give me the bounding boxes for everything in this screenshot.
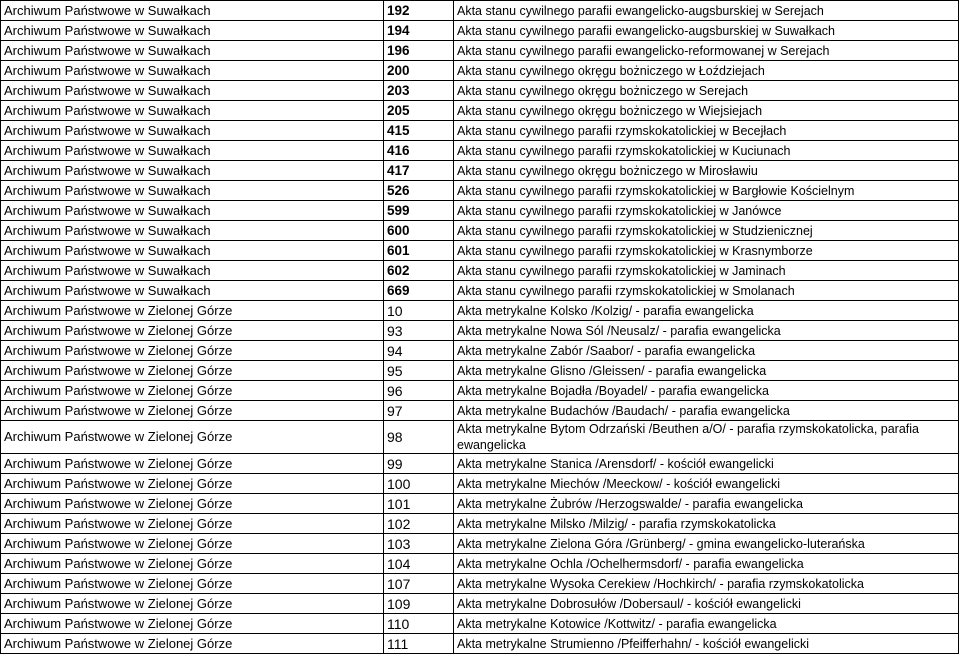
table-row <box>1 281 959 301</box>
fond-number-cell: 196 <box>384 41 454 61</box>
fond-description-cell: Akta metrykalne Nowa Sól /Neusalz/ - parafia ewangelicka <box>454 321 959 341</box>
archive-name-cell: Archiwum Państwowe w Zielonej Górze <box>1 421 384 454</box>
fond-number-cell: 94 <box>384 341 454 361</box>
archive-name-cell: Archiwum Państwowe w Zielonej Górze <box>1 401 384 421</box>
fond-number-cell: 96 <box>384 381 454 401</box>
archive-name-cell: Archiwum Państwowe w Suwałkach <box>1 221 384 241</box>
fond-description-cell: Akta metrykalne Milsko /Milzig/ - parafia rzymskokatolicka <box>454 514 959 534</box>
table-row <box>1 634 959 654</box>
fond-description-cell: Akta stanu cywilnego parafii rzymskokatolickiej w Becejłach <box>454 121 959 141</box>
fond-description-cell: Akta metrykalne Glisno /Gleissen/ - parafia ewangelicka <box>454 361 959 381</box>
table-row <box>1 361 959 381</box>
archive-name-cell: Archiwum Państwowe w Suwałkach <box>1 201 384 221</box>
fond-description-cell: Akta metrykalne Stanica /Arensdorf/ - kościół ewangelicki <box>454 454 959 474</box>
fond-number-cell: 111 <box>384 634 454 654</box>
fond-number-cell: 101 <box>384 494 454 514</box>
archive-name-cell: Archiwum Państwowe w Zielonej Górze <box>1 614 384 634</box>
fond-description-cell: Akta stanu cywilnego parafii ewangelicko-augsburskiej w Serejach <box>454 1 959 21</box>
fond-number-cell: 107 <box>384 574 454 594</box>
fond-number-cell: 98 <box>384 421 454 454</box>
fond-description-cell: Akta metrykalne Budachów /Baudach/ - parafia ewangelicka <box>454 401 959 421</box>
archive-name-cell: Archiwum Państwowe w Suwałkach <box>1 101 384 121</box>
fond-description-cell: Akta metrykalne Strumienno /Pfeifferhahn/ - kościół ewangelicki <box>454 634 959 654</box>
archive-name-cell: Archiwum Państwowe w Suwałkach <box>1 41 384 61</box>
archive-name-cell: Archiwum Państwowe w Zielonej Górze <box>1 554 384 574</box>
archive-name-cell: Archiwum Państwowe w Zielonej Górze <box>1 321 384 341</box>
table-row <box>1 121 959 141</box>
table-row <box>1 1 959 21</box>
fond-description-cell: Akta metrykalne Bojadła /Boyadel/ - parafia ewangelicka <box>454 381 959 401</box>
fond-description-cell: Akta stanu cywilnego parafii rzymskokatolickiej w Smolanach <box>454 281 959 301</box>
table-row <box>1 141 959 161</box>
table-row <box>1 21 959 41</box>
fond-number-cell: 203 <box>384 81 454 101</box>
table-row <box>1 181 959 201</box>
fond-description-cell: Akta stanu cywilnego parafii ewangelicko-reformowanej w Serejach <box>454 41 959 61</box>
table-row <box>1 261 959 281</box>
table-row <box>1 61 959 81</box>
fond-number-cell: 10 <box>384 301 454 321</box>
table-row <box>1 161 959 181</box>
archive-name-cell: Archiwum Państwowe w Suwałkach <box>1 241 384 261</box>
archive-name-cell: Archiwum Państwowe w Suwałkach <box>1 261 384 281</box>
fond-description-cell: Akta stanu cywilnego parafii rzymskokatolickiej w Janówce <box>454 201 959 221</box>
fond-number-cell: 103 <box>384 534 454 554</box>
fond-description-cell: Akta stanu cywilnego parafii rzymskokatolickiej w Studzienicznej <box>454 221 959 241</box>
fond-description-cell: Akta metrykalne Miechów /Meeckow/ - kościół ewangelicki <box>454 474 959 494</box>
fond-description-cell: Akta stanu cywilnego parafii rzymskokatolickiej w Kuciunach <box>454 141 959 161</box>
table-row <box>1 241 959 261</box>
fond-number-cell: 109 <box>384 594 454 614</box>
archive-name-cell: Archiwum Państwowe w Suwałkach <box>1 181 384 201</box>
archive-name-cell: Archiwum Państwowe w Zielonej Górze <box>1 514 384 534</box>
table-row <box>1 534 959 554</box>
fond-number-cell: 97 <box>384 401 454 421</box>
table-row <box>1 101 959 121</box>
archive-name-cell: Archiwum Państwowe w Suwałkach <box>1 141 384 161</box>
fond-description-cell: Akta stanu cywilnego parafii rzymskokatolickiej w Bargłowie Kościelnym <box>454 181 959 201</box>
archive-name-cell: Archiwum Państwowe w Suwałkach <box>1 281 384 301</box>
fond-number-cell: 416 <box>384 141 454 161</box>
table-row <box>1 554 959 574</box>
fond-description-cell: Akta stanu cywilnego parafii rzymskokatolickiej w Krasnymborze <box>454 241 959 261</box>
fond-number-cell: 99 <box>384 454 454 474</box>
archive-name-cell: Archiwum Państwowe w Suwałkach <box>1 121 384 141</box>
archive-name-cell: Archiwum Państwowe w Zielonej Górze <box>1 381 384 401</box>
fond-description-cell: Akta metrykalne Ochla /Ochelhermsdorf/ - parafia ewangelicka <box>454 554 959 574</box>
archive-name-cell: Archiwum Państwowe w Suwałkach <box>1 1 384 21</box>
table-row <box>1 421 959 454</box>
fond-number-cell: 192 <box>384 1 454 21</box>
fond-description-cell: Akta stanu cywilnego okręgu bożniczego w Łoździejach <box>454 61 959 81</box>
archive-name-cell: Archiwum Państwowe w Zielonej Górze <box>1 361 384 381</box>
fond-description-cell: Akta stanu cywilnego okręgu bożniczego w Serejach <box>454 81 959 101</box>
fond-number-cell: 601 <box>384 241 454 261</box>
archive-name-cell: Archiwum Państwowe w Zielonej Górze <box>1 301 384 321</box>
fond-description-cell: Akta metrykalne Zielona Góra /Grünberg/ - gmina ewangelicko-luterańska <box>454 534 959 554</box>
table-row <box>1 574 959 594</box>
fond-number-cell: 526 <box>384 181 454 201</box>
table-body <box>1 1 959 654</box>
fond-description-cell: Akta metrykalne Bytom Odrzański /Beuthen a/O/ - parafia rzymskokatolicka, parafia ewangelicka <box>454 421 959 454</box>
archive-name-cell: Archiwum Państwowe w Zielonej Górze <box>1 594 384 614</box>
table-row <box>1 201 959 221</box>
fond-number-cell: 104 <box>384 554 454 574</box>
fond-number-cell: 600 <box>384 221 454 241</box>
fond-number-cell: 602 <box>384 261 454 281</box>
fond-number-cell: 205 <box>384 101 454 121</box>
archive-name-cell: Archiwum Państwowe w Suwałkach <box>1 81 384 101</box>
fond-description-cell: Akta metrykalne Kotowice /Kottwitz/ - parafia ewangelicka <box>454 614 959 634</box>
fond-number-cell: 194 <box>384 21 454 41</box>
archive-name-cell: Archiwum Państwowe w Zielonej Górze <box>1 574 384 594</box>
fond-number-cell: 200 <box>384 61 454 81</box>
table-row <box>1 401 959 421</box>
table-row <box>1 81 959 101</box>
archive-name-cell: Archiwum Państwowe w Suwałkach <box>1 21 384 41</box>
table-row <box>1 474 959 494</box>
archive-name-cell: Archiwum Państwowe w Zielonej Górze <box>1 534 384 554</box>
fond-description-cell: Akta stanu cywilnego okręgu bożniczego w Mirosławiu <box>454 161 959 181</box>
fond-number-cell: 95 <box>384 361 454 381</box>
fond-description-cell: Akta stanu cywilnego parafii rzymskokatolickiej w Jaminach <box>454 261 959 281</box>
fond-number-cell: 417 <box>384 161 454 181</box>
fond-number-cell: 110 <box>384 614 454 634</box>
fond-description-cell: Akta metrykalne Zabór /Saabor/ - parafia ewangelicka <box>454 341 959 361</box>
fond-number-cell: 102 <box>384 514 454 534</box>
archive-name-cell: Archiwum Państwowe w Suwałkach <box>1 161 384 181</box>
archive-name-cell: Archiwum Państwowe w Zielonej Górze <box>1 494 384 514</box>
table-row <box>1 321 959 341</box>
fond-number-cell: 93 <box>384 321 454 341</box>
table-row <box>1 454 959 474</box>
table-row <box>1 381 959 401</box>
table-row <box>1 614 959 634</box>
fond-number-cell: 599 <box>384 201 454 221</box>
table-row <box>1 41 959 61</box>
fond-number-cell: 100 <box>384 474 454 494</box>
fond-description-cell: Akta metrykalne Kolsko /Kolzig/ - parafia ewangelicka <box>454 301 959 321</box>
table-row <box>1 301 959 321</box>
fond-number-cell: 415 <box>384 121 454 141</box>
archive-name-cell: Archiwum Państwowe w Zielonej Górze <box>1 341 384 361</box>
archive-name-cell: Archiwum Państwowe w Suwałkach <box>1 61 384 81</box>
table-row <box>1 494 959 514</box>
table-row <box>1 341 959 361</box>
archive-name-cell: Archiwum Państwowe w Zielonej Górze <box>1 454 384 474</box>
fond-description-cell: Akta metrykalne Dobrosułów /Dobersaul/ - kościół ewangelicki <box>454 594 959 614</box>
archive-name-cell: Archiwum Państwowe w Zielonej Górze <box>1 634 384 654</box>
table-row <box>1 514 959 534</box>
fond-description-cell: Akta stanu cywilnego parafii ewangelicko-augsburskiej w Suwałkach <box>454 21 959 41</box>
table-row <box>1 221 959 241</box>
archive-name-cell: Archiwum Państwowe w Zielonej Górze <box>1 474 384 494</box>
fond-description-cell: Akta metrykalne Żubrów /Herzogswalde/ - parafia ewangelicka <box>454 494 959 514</box>
fond-description-cell: Akta stanu cywilnego okręgu bożniczego w Wiejsiejach <box>454 101 959 121</box>
fond-number-cell: 669 <box>384 281 454 301</box>
fond-description-cell: Akta metrykalne Wysoka Cerekiew /Hochkirch/ - parafia rzymskokatolicka <box>454 574 959 594</box>
